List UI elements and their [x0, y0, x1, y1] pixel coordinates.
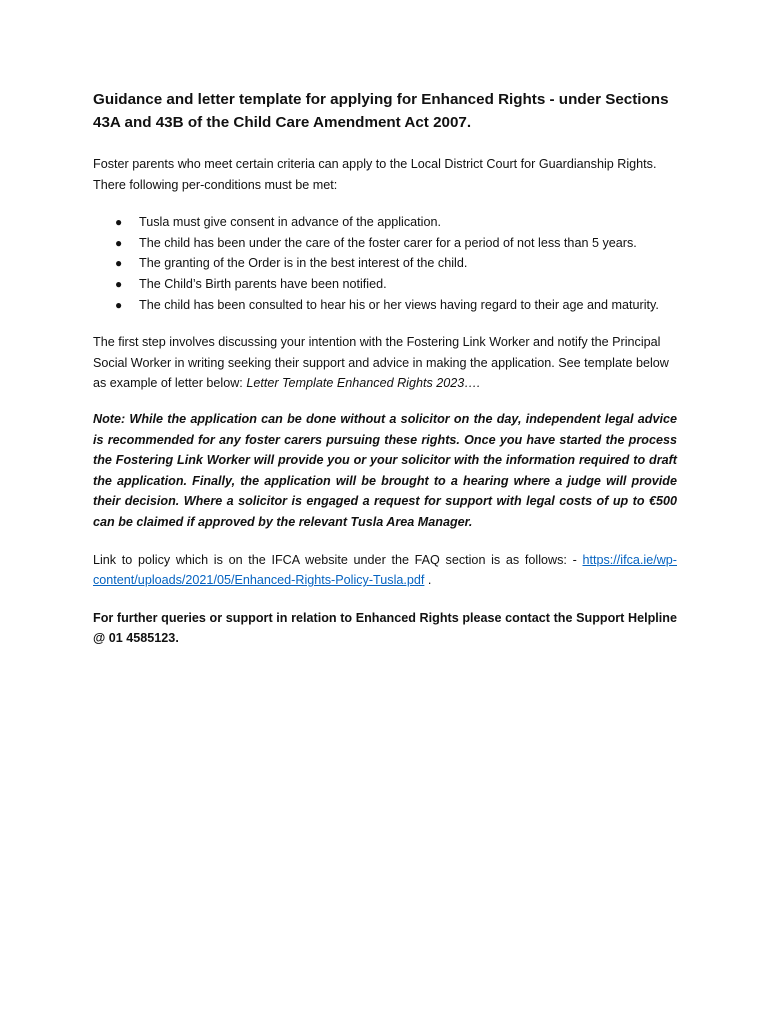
document-content — [93, 88, 677, 649]
list-item — [93, 253, 677, 274]
policy-after: . — [424, 573, 432, 588]
list-item — [93, 233, 677, 254]
bullet-icon: ● — [115, 256, 123, 271]
condition-text: The child has been under the care of the foster carer for a period of not less than 5 years. — [139, 235, 637, 250]
first-step-paragraph — [93, 332, 677, 394]
condition-text: The child has been consulted to hear his or her views having regard to their age and maturity. — [139, 297, 659, 312]
bullet-icon: ● — [115, 215, 123, 230]
support-paragraph: For further queries or support in relation to Enhanced Rights please contact the Support Helpline @ 01 4585123. — [93, 610, 677, 646]
list-item — [93, 212, 677, 233]
policy-link[interactable]: https://ifca.ie/wp-content/uploads/2021/05/Enhanced-Rights-Policy-Tusla.pdf — [93, 552, 677, 588]
intro-paragraph: Foster parents who meet certain criteria can apply to the Local District Court for Guardianship Rights. There following per-conditions must be met: — [93, 157, 657, 192]
condition-text: The Child’s Birth parents have been notified. — [139, 276, 387, 291]
bullet-icon: ● — [115, 276, 123, 291]
bullet-icon: ● — [115, 235, 123, 250]
list-item — [93, 274, 677, 295]
document-title: Guidance and letter template for applying for Enhanced Rights - under Sections 43A and 43B of the Child Care Amendment Act 2007. — [93, 91, 669, 131]
note-paragraph: Note: While the application can be done without a solicitor on the day, independent legal advice is recommended for any foster carers pursuing these rights. Once you have started the process the Fostering Link Worker will provide you or your solicitor with the information required to draft the application. Finally, the application will be brought to a hearing where a judge will provide their decision. Where a solicitor is engaged a request for support with legal costs of up to €500 can be claimed if approved by the relevant Tusla Area Manager. — [93, 411, 677, 529]
conditions-list — [93, 212, 677, 315]
policy-paragraph — [93, 550, 677, 591]
condition-text: Tusla must give consent in advance of the application. — [139, 215, 441, 230]
condition-text: The granting of the Order is in the best interest of the child. — [139, 256, 468, 271]
list-item — [93, 295, 677, 316]
policy-text: Link to policy which is on the IFCA website under the FAQ section is as follows: - — [93, 552, 583, 567]
first-step-text: The first step involves discussing your intention with the Fostering Link Worker and notify the Principal Social Worker in writing seeking their support and advice in making the application. See template below as example of letter below: — [93, 335, 669, 391]
bullet-icon: ● — [115, 297, 123, 312]
letter-template-reference: Letter Template Enhanced Rights 2023…. — [246, 376, 481, 391]
